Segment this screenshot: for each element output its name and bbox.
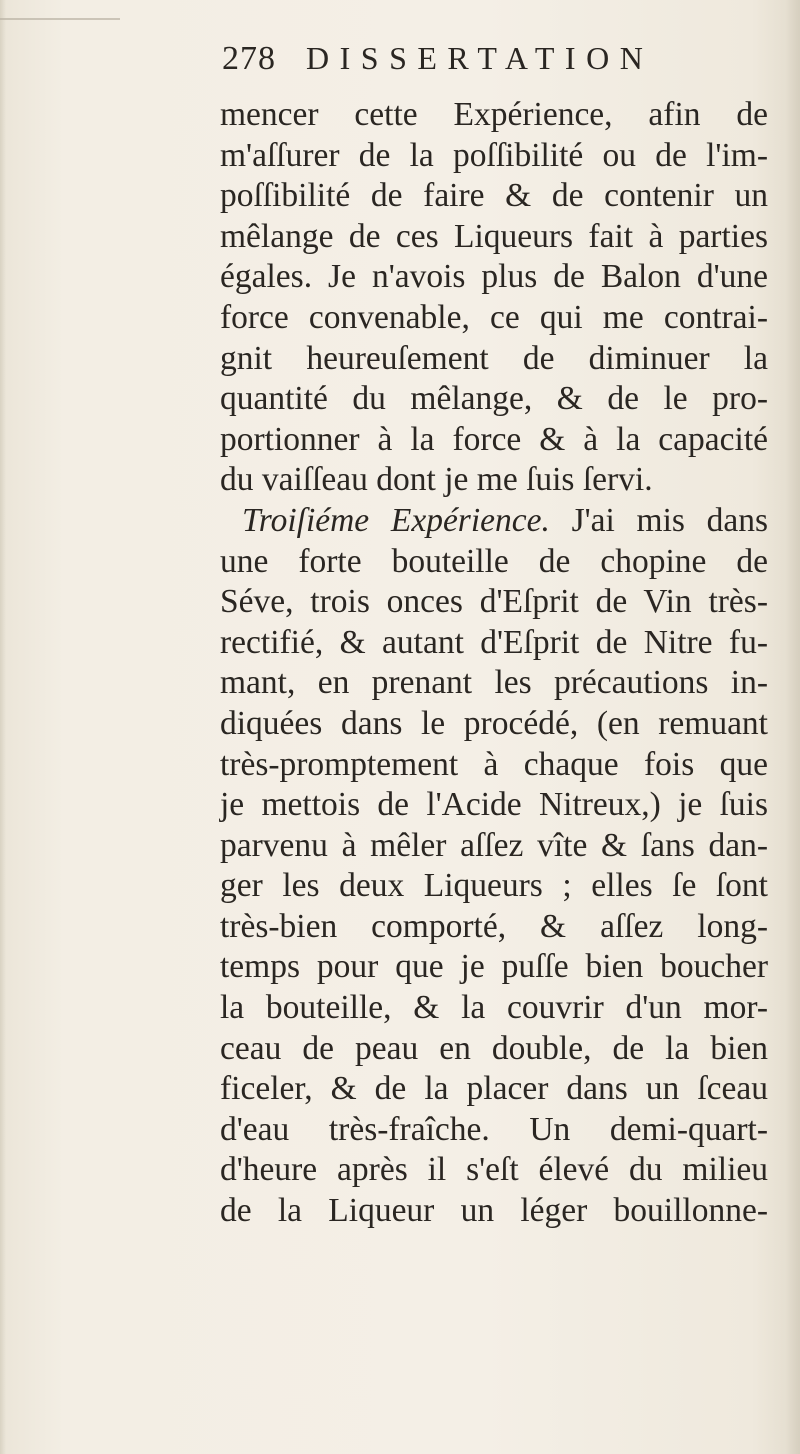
text-line: portionner à la force & à la capacité bbox=[220, 420, 768, 458]
text-line: gnit heureuſement de diminuer la bbox=[220, 339, 768, 377]
text-line: quantité du mêlange, & de le pro- bbox=[220, 380, 768, 418]
text-line: égales. Je n'avois plus de Balon d'une bbox=[220, 258, 768, 296]
text-line: d'heure après il s'eſt élevé du milieu bbox=[220, 1151, 768, 1189]
text-line: une forte bouteille de chopine de bbox=[220, 542, 768, 580]
page-edge-shadow bbox=[786, 0, 800, 1454]
text-line: mencer cette Expérience, afin de bbox=[220, 96, 768, 133]
text-line: m'aſſurer de la poſſibilité ou de l'im- bbox=[220, 136, 768, 174]
page-number: 278 bbox=[222, 40, 276, 77]
text-line: poſſibilité de faire & de contenir un bbox=[220, 177, 768, 215]
gutter-shadow bbox=[0, 0, 6, 1454]
page-header bbox=[222, 40, 653, 96]
paragraph-end-line: du vaiſſeau dont je me ſuis ſervi. bbox=[220, 461, 653, 499]
text-line: diquées dans le procédé, (en remuant bbox=[220, 704, 768, 742]
text-line: temps pour que je puſſe bien boucher bbox=[220, 948, 768, 986]
heading-line bbox=[220, 501, 768, 542]
text-line: je mettois de l'Acide Nitreux,) je ſuis bbox=[220, 786, 768, 824]
top-left-rule bbox=[0, 18, 120, 20]
body-text bbox=[220, 95, 768, 1232]
text-line: de la Liqueur un léger bouillonne- bbox=[220, 1192, 768, 1230]
text-line: Séve, trois onces d'Eſprit de Vin très- bbox=[220, 583, 768, 621]
text-line: la bouteille, & la couvrir d'un mor- bbox=[220, 989, 768, 1027]
text-line: parvenu à mêler aſſez vîte & ſans dan- bbox=[220, 826, 768, 864]
text-line: rectifié, & autant d'Eſprit de Nitre fu- bbox=[220, 623, 768, 661]
text-line: très-promptement à chaque fois que bbox=[220, 745, 768, 783]
text-fragment: J'ai mis dans bbox=[571, 501, 768, 539]
text-line: d'eau très-fraîche. Un demi-quart- bbox=[220, 1110, 768, 1148]
text-line: très-bien comporté, & aſſez long- bbox=[220, 907, 768, 945]
running-title: DISSERTATION bbox=[306, 40, 654, 76]
text-line: mant, en prenant les précautions in- bbox=[220, 664, 768, 702]
text-line: ficeler, & de la placer dans un ſceau bbox=[220, 1070, 768, 1108]
text-line: ger les deux Liqueurs ; elles ſe ſont bbox=[220, 867, 768, 905]
text-line: force convenable, ce qui me contrai- bbox=[220, 298, 768, 336]
experiment-heading: Troiſiéme Expérience. bbox=[242, 501, 550, 539]
text-line: mêlange de ces Liqueurs fait à parties bbox=[220, 217, 768, 255]
text-line: ceau de peau en double, de la bien bbox=[220, 1029, 768, 1067]
